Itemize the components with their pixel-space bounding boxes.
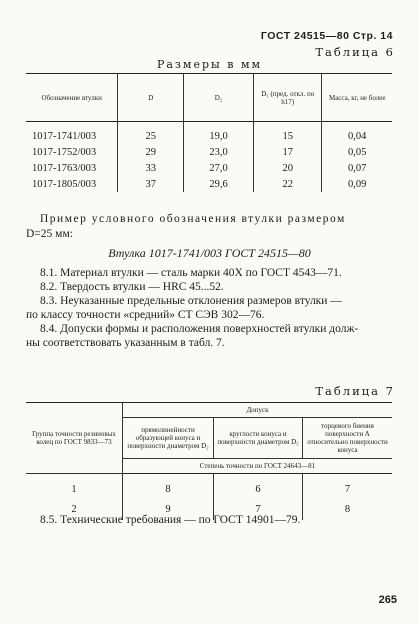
cell-designation: 1017-1752/003 [32, 146, 97, 158]
table6 [26, 73, 392, 192]
table6-header-designation: Обозначение втулки [26, 74, 118, 122]
cell-d2: 27,0 [184, 160, 254, 176]
cell-d5: 17 [254, 144, 322, 160]
table6-caption: Размеры в мм [156, 58, 263, 71]
cell-d: 25 [118, 122, 184, 145]
cell-d2: 29,6 [184, 176, 254, 192]
cell-d2: 23,0 [184, 144, 254, 160]
cell-straightness: 9 [123, 500, 214, 520]
table7-header-tolerance: Допуск [123, 403, 393, 418]
table6-row [26, 160, 392, 176]
paragraph-8-3-cont: по классу точности «средний» СТ СЭВ 302—76. [26, 309, 265, 321]
table7-header-runout: торцевого биения поверхности А относительно поверхности конуса [303, 418, 393, 459]
cell-roundness: 6 [214, 474, 303, 501]
paragraph-8-2: 8.2. Твердость втулки — HRC 45...52. [40, 281, 224, 293]
table7 [26, 402, 392, 520]
table6-header-d: D [118, 74, 184, 122]
cell-d: 29 [118, 144, 184, 160]
table7-header-roundness: круглости конуса и поверхности диаметром D₅ [214, 418, 303, 459]
cell-mass: 0,04 [322, 122, 392, 145]
table7-header-group: Группа точности резиновых колец по ГОСТ 9833—73 [26, 403, 123, 474]
table7-header-row [26, 403, 392, 418]
paragraph-8-4-cont: ны соответствовать указанным в табл. 7. [26, 337, 225, 349]
paragraph-8-5: 8.5. Технические требования — по ГОСТ 14901—79. [40, 514, 301, 526]
table6-label: Таблица 6 [315, 45, 395, 59]
table6-header-d2: D₂ [184, 74, 254, 122]
paragraph-8-3: 8.3. Неуказанные предельные отклонения размеров втулки — [40, 295, 342, 307]
paragraph-8-4: 8.4. Допуски формы и расположения поверхностей втулки долж- [40, 323, 359, 335]
cell-d5: 20 [254, 160, 322, 176]
table6-row [26, 176, 392, 192]
paragraph-8-1: 8.1. Материал втулки — сталь марки 40Х по ГОСТ 4543—71. [40, 267, 342, 279]
cell-d5: 22 [254, 176, 322, 192]
cell-mass: 0,09 [322, 176, 392, 192]
cell-group: 2 [71, 504, 77, 515]
cell-d: 37 [118, 176, 184, 192]
cell-mass: 0,07 [322, 160, 392, 176]
example-designation: Втулка 1017-1741/003 ГОСТ 24515—80 [108, 246, 311, 260]
cell-designation: 1017-1741/003 [32, 130, 97, 142]
cell-mass: 0,05 [322, 144, 392, 160]
cell-group: 1 [71, 484, 77, 495]
cell-designation: 1017-1805/003 [32, 178, 97, 190]
cell-designation: 1017-1763/003 [32, 162, 97, 174]
cell-runout: 7 [303, 474, 393, 501]
example-line1: Пример условного обозначения втулки размером [40, 213, 346, 225]
cell-d5: 15 [254, 122, 322, 145]
table7-label: Таблица 7 [315, 384, 395, 398]
table6-row [26, 122, 392, 145]
example-line2: D=25 мм: [26, 228, 73, 240]
page-header: ГОСТ 24515—80 Стр. 14 [260, 30, 393, 42]
table7-header-degree: Степень точности по ГОСТ 24643—81 [123, 459, 393, 474]
cell-runout: 8 [303, 500, 393, 520]
table7-row [26, 474, 392, 501]
table6-row [26, 144, 392, 160]
cell-d2: 19,0 [184, 122, 254, 145]
table6-header-d5: D₅ (пред. откл. по h17) [254, 74, 322, 122]
cell-roundness: 7 [214, 500, 303, 520]
table7-header-straightness: прямолинейности образующей конуса и поверхности диаметром D₂ [123, 418, 214, 459]
table6-header-mass: Масса, кг, не более [322, 74, 392, 122]
cell-straightness: 8 [123, 474, 214, 501]
table6-header-row [26, 74, 392, 122]
page-number: 265 [378, 594, 397, 606]
cell-d: 33 [118, 160, 184, 176]
